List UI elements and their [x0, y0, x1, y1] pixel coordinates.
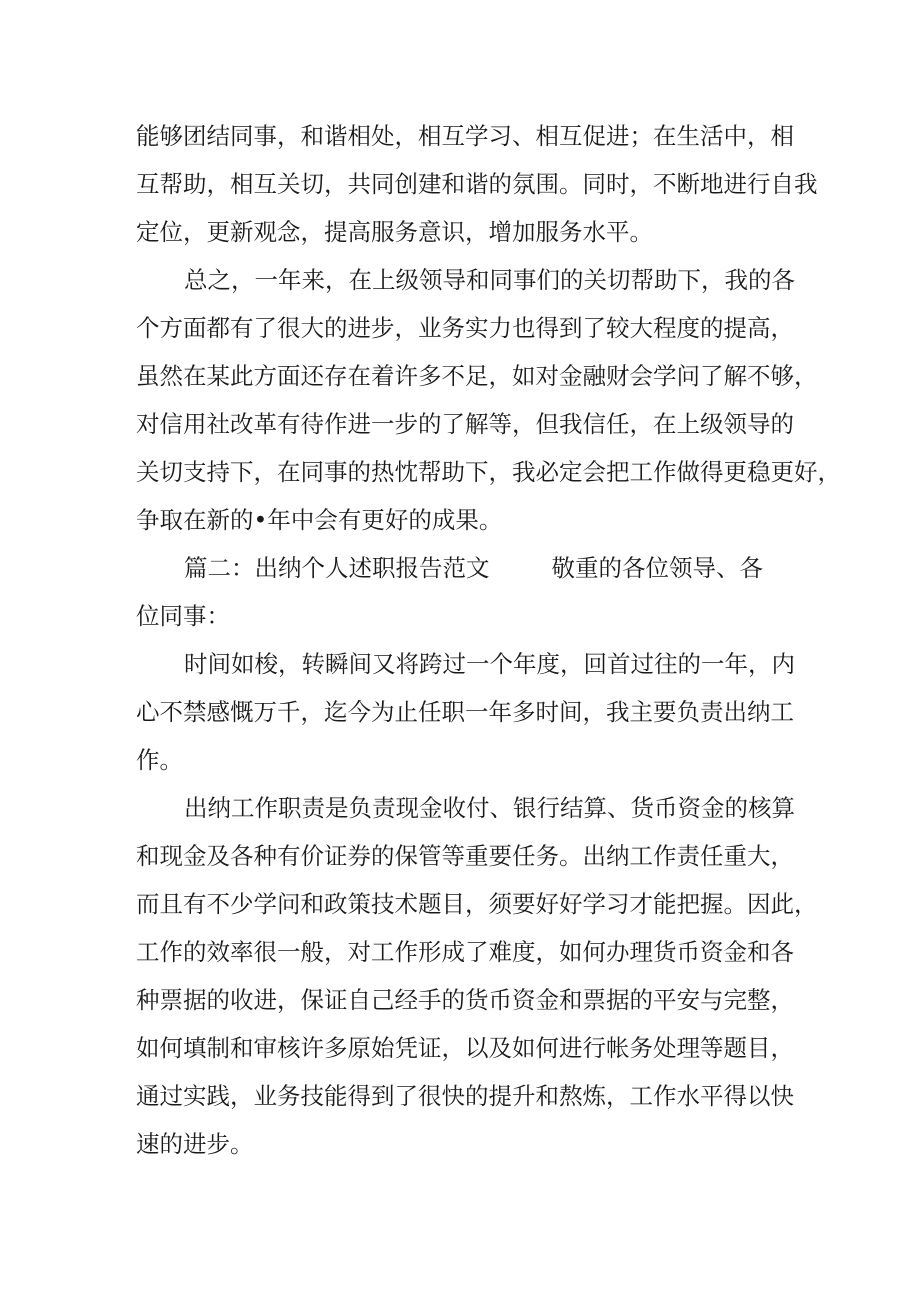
text-line: 互帮助，相互关切，共同创建和谐的氛围。同时，不断地进行自我: [136, 170, 818, 198]
text-line: 时间如梭，转瞬间又将跨过一个年度，回首过往的一年，内: [184, 650, 795, 678]
section-title-line: [136, 544, 796, 592]
text-line: 关切支持下，在同事的热忱帮助下，我必定会把工作做得更稳更好，: [136, 458, 841, 486]
greeting-start: 敬重的各位领导、各: [551, 554, 763, 582]
text-line: 如何填制和审核许多原始凭证，以及如何进行帐务处理等题目，: [136, 1034, 794, 1062]
paragraph-team-spirit: [136, 112, 818, 256]
section-title: 篇二：出纳个人述职报告范文: [184, 554, 490, 582]
text-line: 速的进步。: [136, 1130, 254, 1158]
paragraph-cashier-duties: [136, 784, 818, 1168]
text-line: 定位，更新观念，提高服务意识，增加服务水平。: [136, 218, 653, 246]
text-line: 个方面都有了很大的进步，业务实力也得到了较大程度的提高，: [136, 314, 794, 342]
text-line: 对信用社改革有待作进一步的了解等，但我信任，在上级领导的: [136, 410, 794, 438]
text-line: 种票据的收进，保证自己经手的货币资金和票据的平安与完整，: [136, 986, 794, 1014]
greeting-end: 位同事：: [136, 602, 230, 630]
text-line: 总之，一年来，在上级领导和同事们的关切帮助下，我的各: [184, 266, 795, 294]
text-line: 工作的效率很一般，对工作形成了难度，如何办理货币资金和各: [136, 938, 794, 966]
document-body: [136, 112, 841, 1168]
text-line: 心不禁感慨万千，迄今为止任职一年多时间，我主要负责出纳工: [136, 698, 794, 726]
text-line: 能够团结同事，和谐相处，相互学习、相互促进；在生活中，相: [136, 122, 794, 150]
text-line: 出纳工作职责是负责现金收付、银行结算、货币资金的核算: [184, 794, 795, 822]
text-line: 虽然在某此方面还存在着许多不足，如对金融财会学问了解不够，: [136, 362, 818, 390]
paragraph-time-flies: [136, 640, 796, 784]
text-line: 通过实践，业务技能得到了很快的提升和熬炼，工作水平得以快: [136, 1082, 794, 1110]
text-line: 而且有不少学问和政策技术题目，须要好好学习才能把握。因此，: [136, 890, 818, 918]
text-line: 和现金及各种有价证券的保管等重要任务。出纳工作责任重大，: [136, 842, 794, 870]
section-heading-part-two: [136, 544, 796, 640]
text-line: 作。: [136, 746, 183, 774]
paragraph-summary: [136, 256, 841, 544]
text-line: 争取在新的•年中会有更好的成果。: [136, 506, 503, 534]
